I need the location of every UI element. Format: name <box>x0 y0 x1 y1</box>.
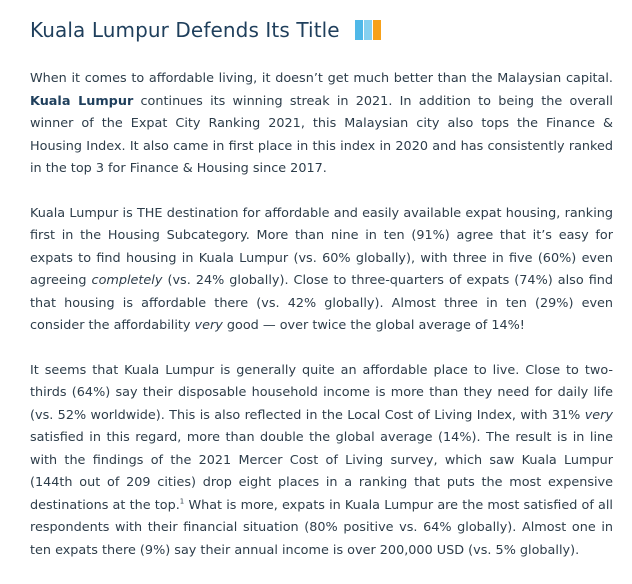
paragraph-2 <box>30 203 613 338</box>
italic-word: very <box>584 407 613 423</box>
text-run: When it comes to affordable living, it doesn’t get much better than the Malaysian capital. <box>30 71 613 86</box>
paragraph-3 <box>30 360 613 563</box>
text-run: Kuala Lumpur is THE destination for affordable and easily available expat housing, ranking first in the Housing Subcategory. More than nine in ten (91%) agree that it’s easy for expats to find housing in Kuala Lumpur (vs. 60% globally), with three in five (60%) even agreeing <box>30 205 613 288</box>
footnote-marker: 1 <box>179 497 185 506</box>
bold-city-name: Kuala Lumpur <box>30 93 134 109</box>
italic-word: very <box>194 318 223 333</box>
text-run: good — over twice the global average of 14%! <box>222 318 525 333</box>
bar-light-blue <box>364 20 372 40</box>
bar-orange <box>373 20 381 40</box>
text-run: (vs. 24% globally). Close to three-quarters of expats (74%) also find that housing is affordable there (vs. 42% globally). Almost three in ten (29%) even consider the affordability <box>30 273 613 333</box>
title-row <box>30 18 382 42</box>
italic-word: completely <box>91 273 163 288</box>
text-run: satisfied in this regard, more than double the global average (14%). The result is in line with the findings of the 2021 Mercer Cost of Living survey, which saw Kuala Lumpur (144th out of 209 cities) drop eight places in a ranking that puts the most expensive destinations at the top. <box>30 430 613 513</box>
page-title: Kuala Lumpur Defends Its Title <box>30 18 340 42</box>
paragraph-1 <box>30 68 613 181</box>
bar-blue <box>355 20 363 40</box>
article-body <box>30 68 613 584</box>
text-run: It seems that Kuala Lumpur is generally quite an affordable place to live. Close to two-thirds (64%) say their disposable household income is more than they need for daily life (vs. 52% worldwide). This is also reflected in the Local Cost of Living Index, with 31% <box>30 362 613 423</box>
title-bars-graphic <box>355 20 382 40</box>
text-run: continues its winning streak in 2021. In addition to being the overall winner of the Expat City Ranking 2021, this Malaysian city also tops the Finance & Housing Index. It also came in first place in this index in 2020 and has consistently ranked in the top 3 for Finance & Housing since 2017. <box>30 93 613 176</box>
text-run: What is more, expats in Kuala Lumpur are the most satisfied of all respondents with their financial situation (80% positive vs. 64% globally). Almost one in ten expats there (9%) say their annual income is over 200,000 USD (vs. 5% globally). <box>30 497 613 558</box>
